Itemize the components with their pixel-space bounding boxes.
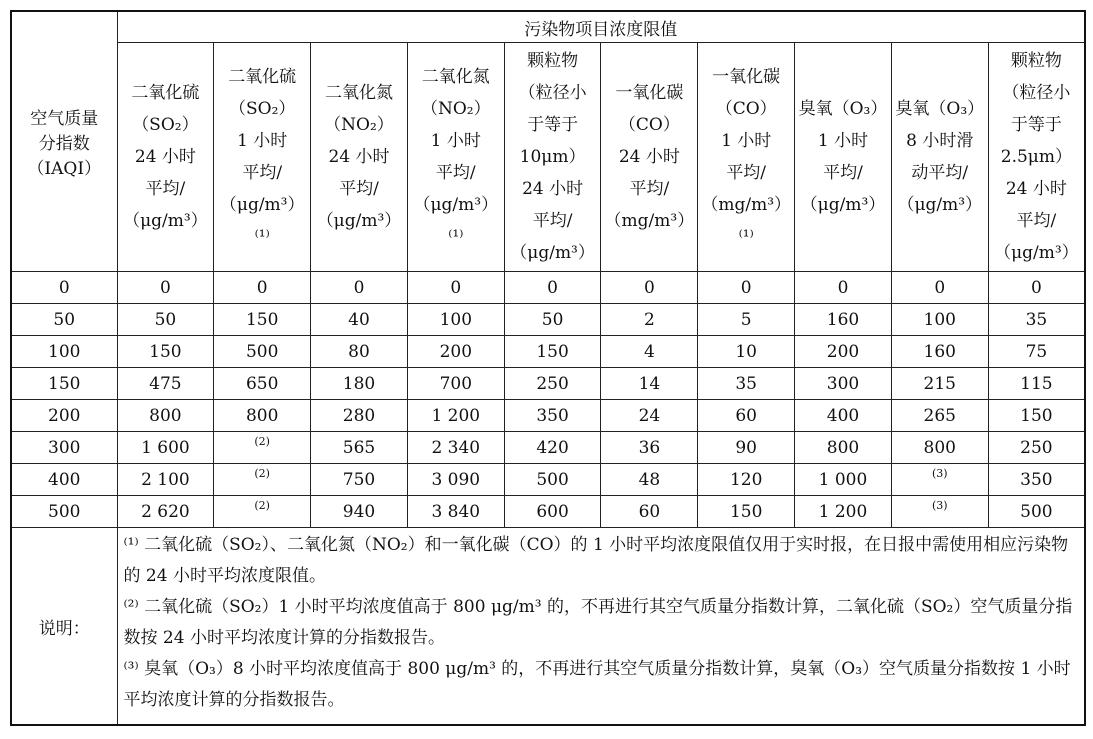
note-paragraph: ⁽²⁾ 二氧化硫（SO₂）1 小时平均浓度值高于 800 μg/m³ 的，不再进行其空气质量分指数计算，二氧化硫（SO₂）空气质量分指数按 24 小时平均浓度计算的分指数报告。	[123, 597, 1073, 648]
notes-label: 说明：	[11, 528, 117, 726]
notes-row	[11, 528, 1085, 726]
column-header-line: （μg/m³）⁽¹⁾	[413, 195, 499, 247]
limit-value-cell: 265	[891, 400, 988, 432]
limit-value-cell: 150	[504, 336, 601, 368]
column-header-line: 臭氧（O₃）	[895, 99, 985, 119]
limit-value-cell: 200	[795, 336, 892, 368]
column-header-line: 二氧化硫	[131, 83, 200, 103]
column-header-line: （粒径小	[518, 83, 587, 103]
limit-value-cell: 0	[117, 272, 214, 304]
limit-value-cell: 1 200	[795, 496, 892, 528]
limit-value-cell: 120	[698, 464, 795, 496]
column-header-line: 二氧化硫	[228, 67, 297, 87]
iaqi-table	[10, 10, 1086, 726]
column-header-line: 1 小时	[430, 131, 481, 151]
column-header-line: 平均/	[242, 163, 283, 183]
limit-value-cell: 400	[795, 400, 892, 432]
column-header-line: 二氧化氮	[421, 67, 490, 87]
limit-value-cell: (2)	[214, 496, 311, 528]
notes-cell	[117, 528, 1085, 726]
column-header-line: （SO₂）	[228, 99, 296, 119]
column-header	[601, 43, 698, 272]
limit-value-cell: 475	[117, 368, 214, 400]
column-header-line: 平均/	[726, 163, 767, 183]
table-row	[11, 400, 1085, 432]
table-row	[11, 432, 1085, 464]
column-header-line: （mg/m³）	[604, 211, 695, 231]
limit-value-cell: 750	[311, 464, 408, 496]
iaqi-header-line: （IAQI）	[27, 159, 102, 179]
limit-value-cell: 0	[891, 272, 988, 304]
limit-value-cell: (3)	[891, 464, 988, 496]
column-header-line: 1 小时	[237, 131, 288, 151]
limit-value-cell: 14	[601, 368, 698, 400]
iaqi-value-cell: 100	[11, 336, 117, 368]
iaqi-header-line: 分指数	[38, 134, 90, 154]
column-header	[795, 43, 892, 272]
column-header-line: 平均/	[145, 179, 186, 199]
limit-value-cell: 40	[311, 304, 408, 336]
table-row	[11, 304, 1085, 336]
limit-value-cell: 35	[698, 368, 795, 400]
limit-value-cell: 48	[601, 464, 698, 496]
column-header	[214, 43, 311, 272]
iaqi-value-cell: 200	[11, 400, 117, 432]
limit-value-cell: (2)	[214, 432, 311, 464]
limit-value-cell: 0	[988, 272, 1085, 304]
column-header-line: 于等于	[1010, 115, 1062, 135]
limit-value-cell: (2)	[214, 464, 311, 496]
limit-value-cell: 80	[311, 336, 408, 368]
column-header-line: 24 小时	[328, 147, 390, 167]
iaqi-value-cell: 0	[11, 272, 117, 304]
limit-value-cell: 250	[504, 368, 601, 400]
limit-value-cell: 100	[407, 304, 504, 336]
iaqi-value-cell: 300	[11, 432, 117, 464]
column-header-line: 2.5μm）	[1000, 147, 1072, 167]
limit-value-cell: 650	[214, 368, 311, 400]
group-header: 污染物项目浓度限值	[117, 11, 1085, 43]
column-header-line: 24 小时	[1005, 179, 1067, 199]
table-row	[11, 336, 1085, 368]
limit-value-cell: 100	[891, 304, 988, 336]
limit-value-cell: 160	[891, 336, 988, 368]
table-row	[11, 368, 1085, 400]
limit-value-cell: 150	[698, 496, 795, 528]
column-header-line: 24 小时	[618, 147, 680, 167]
limit-value-cell: 280	[311, 400, 408, 432]
limit-value-cell: 150	[214, 304, 311, 336]
limit-value-cell: 50	[504, 304, 601, 336]
limit-value-cell: 500	[214, 336, 311, 368]
limit-value-cell: 150	[117, 336, 214, 368]
limit-value-cell: 4	[601, 336, 698, 368]
column-header-line: （μg/m³）	[994, 243, 1079, 263]
limit-value-cell: 0	[407, 272, 504, 304]
iaqi-header	[11, 11, 117, 272]
column-header-line: 平均/	[823, 163, 863, 183]
limit-value-cell: 3 090	[407, 464, 504, 496]
limit-value-cell: 500	[988, 496, 1085, 528]
column-header-line: （μg/m³）⁽¹⁾	[219, 195, 305, 247]
limit-value-cell: 3 840	[407, 496, 504, 528]
limit-value-cell: 700	[407, 368, 504, 400]
column-header-line: 动平均/	[911, 163, 969, 183]
column-header	[311, 43, 408, 272]
limit-value-cell: 2 620	[117, 496, 214, 528]
note-paragraph: ⁽¹⁾ 二氧化硫（SO₂）、二氧化氮（NO₂）和一氧化碳（CO）的 1 小时平均浓度限值仅用于实时报，在日报中需使用相应污染物的 24 小时平均浓度限值。	[123, 535, 1069, 586]
column-header-line: 1 小时	[721, 131, 772, 151]
limit-value-cell: 10	[698, 336, 795, 368]
column-header-line: （μg/m³）	[123, 211, 208, 231]
limit-value-cell: 800	[891, 432, 988, 464]
limit-value-cell: 800	[117, 400, 214, 432]
column-header-line: 10μm）	[519, 147, 586, 167]
limit-value-cell: 215	[891, 368, 988, 400]
limit-value-cell: 115	[988, 368, 1085, 400]
column-header	[988, 43, 1085, 272]
limit-value-cell: 0	[311, 272, 408, 304]
limit-value-cell: 565	[311, 432, 408, 464]
document-page	[10, 10, 1086, 726]
limit-value-cell: 75	[988, 336, 1085, 368]
limit-value-cell: 0	[698, 272, 795, 304]
column-header-line: 1 小时	[817, 131, 869, 151]
limit-value-cell: 150	[988, 400, 1085, 432]
limit-value-cell: 24	[601, 400, 698, 432]
column-header-line: 24 小时	[134, 147, 196, 167]
column-header-line: 二氧化氮	[324, 83, 393, 103]
iaqi-value-cell: 50	[11, 304, 117, 336]
limit-value-cell: 300	[795, 368, 892, 400]
limit-value-cell: 350	[504, 400, 601, 432]
limit-value-cell: 0	[504, 272, 601, 304]
column-header	[117, 43, 214, 272]
limit-value-cell: 1 600	[117, 432, 214, 464]
column-header-line: 平均/	[629, 179, 670, 199]
column-header	[504, 43, 601, 272]
limit-value-cell: 180	[311, 368, 408, 400]
column-header-line: 臭氧（O₃）	[798, 99, 888, 119]
limit-value-cell: 1 000	[795, 464, 892, 496]
limit-value-cell: 5	[698, 304, 795, 336]
limit-value-cell: 36	[601, 432, 698, 464]
limit-value-cell: 50	[117, 304, 214, 336]
limit-value-cell: 0	[214, 272, 311, 304]
limit-value-cell: 90	[698, 432, 795, 464]
column-header	[407, 43, 504, 272]
limit-value-cell: 500	[504, 464, 601, 496]
limit-value-cell: 2 100	[117, 464, 214, 496]
column-header-line: 一氧化碳	[615, 83, 684, 103]
column-header-line: 一氧化碳	[712, 67, 781, 87]
column-header-line: 颗粒物	[527, 51, 579, 71]
column-header-line: 平均/	[1016, 211, 1057, 231]
column-header-line: （粒径小	[1002, 83, 1071, 103]
column-header-line: （μg/m³）	[897, 195, 983, 215]
limit-value-cell: 160	[795, 304, 892, 336]
column-header	[891, 43, 988, 272]
column-header-line: 颗粒物	[1010, 51, 1062, 71]
table-row	[11, 464, 1085, 496]
column-header-line: （μg/m³）	[316, 211, 402, 231]
column-header-line: （CO）	[618, 115, 680, 135]
limit-value-cell: 250	[988, 432, 1085, 464]
iaqi-value-cell: 500	[11, 496, 117, 528]
column-header-line: （mg/m³）⁽¹⁾	[701, 195, 792, 247]
column-header-line: （μg/m³）	[510, 243, 595, 263]
column-header-line: （CO）	[715, 99, 777, 119]
limit-value-cell: 200	[407, 336, 504, 368]
note-paragraph: ⁽³⁾ 臭氧（O₃）8 小时平均浓度值高于 800 μg/m³ 的，不再进行其空气质量分指数计算，臭氧（O₃）空气质量分指数按 1 小时平均浓度计算的分指数报告。	[123, 659, 1071, 710]
limit-value-cell: 1 200	[407, 400, 504, 432]
column-header-line: （μg/m³）	[800, 195, 886, 215]
column-header-line: 平均/	[532, 211, 573, 231]
iaqi-value-cell: 150	[11, 368, 117, 400]
limit-value-cell: 940	[311, 496, 408, 528]
limit-value-cell: 600	[504, 496, 601, 528]
limit-value-cell: 60	[698, 400, 795, 432]
column-header-line: 8 小时滑	[906, 131, 974, 151]
limit-value-cell: 350	[988, 464, 1085, 496]
column-header-line: 于等于	[527, 115, 579, 135]
limit-value-cell: 2 340	[407, 432, 504, 464]
column-header	[698, 43, 795, 272]
column-header-line: 24 小时	[522, 179, 584, 199]
limit-value-cell: 2	[601, 304, 698, 336]
column-header-line: （NO₂）	[324, 115, 394, 135]
limit-value-cell: 35	[988, 304, 1085, 336]
limit-value-cell: (3)	[891, 496, 988, 528]
iaqi-header-line: 空气质量	[30, 109, 99, 129]
column-header-line: （SO₂）	[132, 115, 199, 135]
iaqi-value-cell: 400	[11, 464, 117, 496]
table-row	[11, 272, 1085, 304]
table-row	[11, 496, 1085, 528]
limit-value-cell: 60	[601, 496, 698, 528]
column-header-line: 平均/	[435, 163, 476, 183]
limit-value-cell: 800	[795, 432, 892, 464]
limit-value-cell: 800	[214, 400, 311, 432]
column-header-line: 平均/	[339, 179, 379, 199]
limit-value-cell: 0	[795, 272, 892, 304]
limit-value-cell: 0	[601, 272, 698, 304]
column-header-line: （NO₂）	[420, 99, 491, 119]
limit-value-cell: 420	[504, 432, 601, 464]
